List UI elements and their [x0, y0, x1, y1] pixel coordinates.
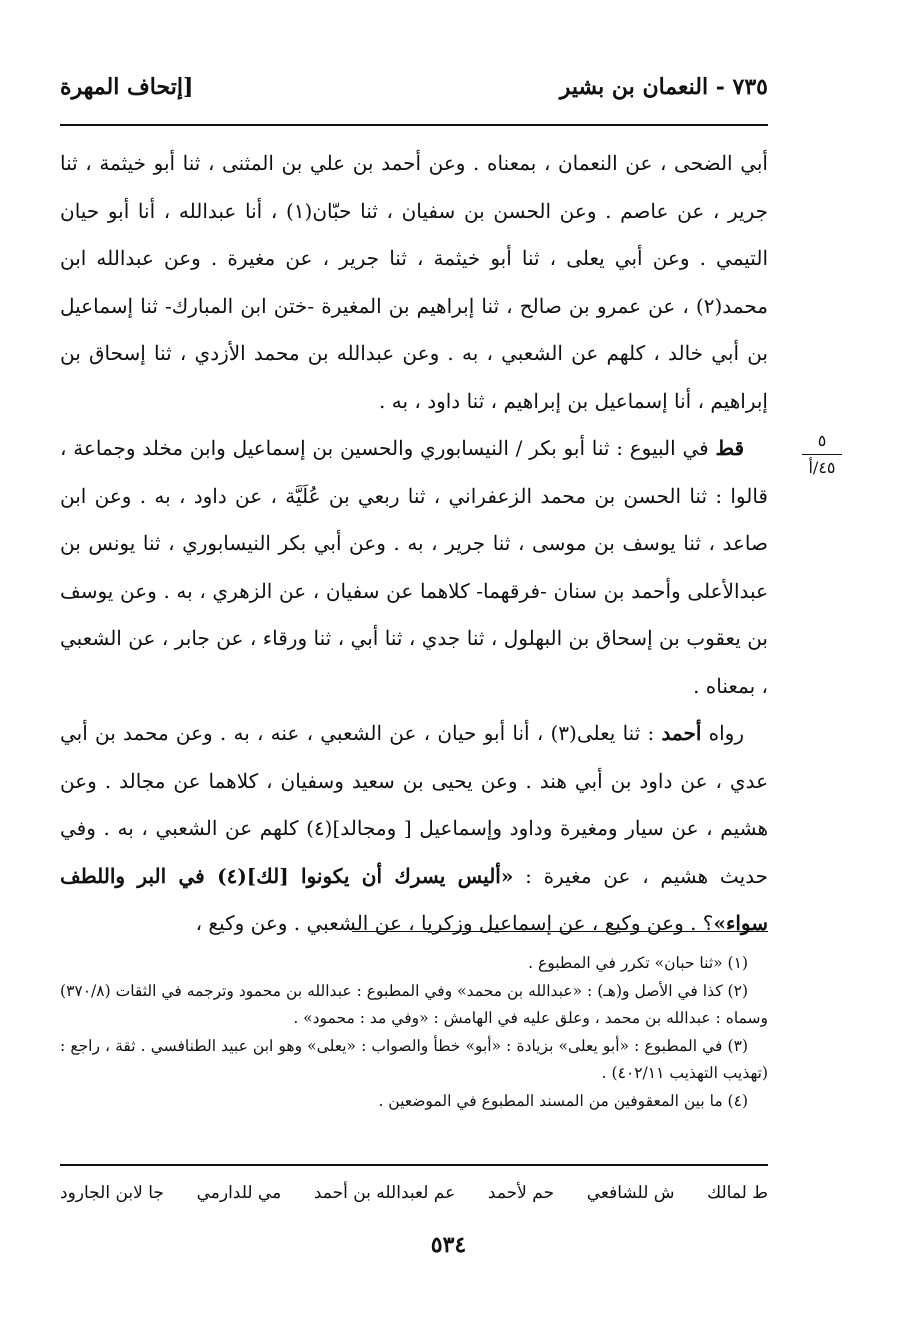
paragraph-3-lead: رواه	[701, 721, 744, 745]
footnote-1: (١) «ثنا حبان» تكرر في المطبوع .	[528, 954, 748, 972]
footnotes	[60, 950, 768, 1115]
paragraph-2-text: في البيوع : ثنا أبو بكر / النيسابوري والحسين بن إسماعيل وابن مخلد وجماعة ، قالوا : ثنا الحسن بن محمد الزعفراني ، ثنا ربعي بن عُلَيَّة ، عن داود ، به . وعن ابن صاعد ، ثنا يوسف بن موسى ، ثنا جرير ، به . وعن أبي بكر النيسابوري ، ثنا يونس بن عبدالأعلى وأحمد بن سنان -فرقهما- كلاهما عن سفيان ، عن الزهري ، به . وعن يوسف بن يعقوب بن إسحاق بن البهلول ، ثنا جدي ، ثنا أبي ، ثنا ورقاء ، عن جابر ، عن الشعبي ، بمعناه .	[60, 436, 768, 698]
margin-line-number: ٥	[817, 431, 827, 450]
abbr-ibn-jarud: جا لابن الجارود	[60, 1183, 164, 1203]
page-number: ٥٣٤	[430, 1232, 467, 1258]
header-section-title: ٧٣٥ - النعمان بن بشير	[559, 74, 768, 100]
margin-note	[792, 432, 852, 477]
footnote-2: (٢) كذا في الأصل و(هـ) : «عبدالله بن محمد» وفي المطبوع : عبدالله بن محمود وترجمه في الثقات (٣٧٠/٨) وسماه : عبدالله بن محمد ، وعلق عليه في الهامش : «وفي مد : محمود» .	[60, 981, 768, 1027]
abbr-darimi: مي للدارمي	[196, 1183, 282, 1203]
abbr-malik: ط لمالك	[707, 1183, 768, 1203]
page-header	[60, 74, 768, 110]
abbreviations-key	[60, 1178, 768, 1208]
margin-folio: ٤٥/أ	[808, 458, 836, 477]
paragraph-3-tail: ؟ . وعن وكيع ، عن إسماعيل وزكريا ، عن الشعبي . وعن وكيع ،	[195, 911, 714, 935]
abbr-shafii: ش للشافعي	[586, 1183, 675, 1203]
footnote-divider	[352, 931, 768, 932]
footnote-4: (٤) ما بين المعقوفين من المسند المطبوع في الموضعين .	[378, 1091, 748, 1110]
footnote-3: (٣) في المطبوع : «أبو يعلى» بزيادة : «أبو» خطأ والصواب : «يعلى» وهو ابن عبيد الطنافسي . ثقة ، راجع : (تهذيب التهذيب ٤٠٢/١١) .	[60, 1036, 768, 1082]
paragraph-3-text: : ثنا يعلى(٣) ، أنا أبو حيان ، عن الشعبي ، عنه ، به . وعن محمد بن أبي عدي ، عن داود بن أبي هند . وعن يحيى بن سعيد وسفيان ، كلاهما عن مجالد . وعن هشيم ، عن سيار ومغيرة وداود وإسماعيل [ ومجالد](٤) كلهم عن الشعبي ، به . وفي حديث هشيم ، عن مغيرة :	[60, 721, 768, 888]
margin-divider	[802, 454, 842, 455]
abbr-ahmad: حم لأحمد	[487, 1183, 555, 1203]
source-name-ahmad: أحمد	[661, 721, 702, 745]
paragraph-2	[60, 425, 768, 710]
source-siglum-qt: قط	[715, 436, 744, 460]
paragraph-1: أبي الضحى ، عن النعمان ، بمعناه . وعن أحمد بن علي بن المثنى ، ثنا أبو خيثمة ، ثنا جرير ، عن عاصم . وعن الحسن بن سفيان ، ثنا حبّان(١) ، أنا عبدالله ، أنا أبو حيان التيمي . وعن أبي يعلى ، ثنا أبو خيثمة ، ثنا جرير ، عن مغيرة . وعن عبدالله ابن محمد(٢) ، عن عمرو بن صالح ، ثنا إبراهيم بن المغيرة -ختن ابن المبارك- ثنا إسماعيل بن أبي خالد ، كلهم عن الشعبي ، به . وعن عبدالله بن محمد الأزدي ، ثنا إسحاق بن إبراهيم ، أنا إسماعيل بن إبراهيم ، ثنا داود ، به .	[60, 151, 769, 413]
header-divider	[60, 124, 768, 126]
header-book-title: [إتحاف المهرة	[60, 74, 194, 100]
main-text	[60, 140, 768, 948]
hadith-quote: «أليس يسرك أن يكونوا [لك](٤) في البر واللطف سواء»	[60, 863, 768, 935]
abbr-abdullah: عم لعبدالله بن أحمد	[313, 1183, 456, 1203]
paragraph-3	[60, 710, 768, 948]
abbreviations-divider	[60, 1164, 768, 1166]
